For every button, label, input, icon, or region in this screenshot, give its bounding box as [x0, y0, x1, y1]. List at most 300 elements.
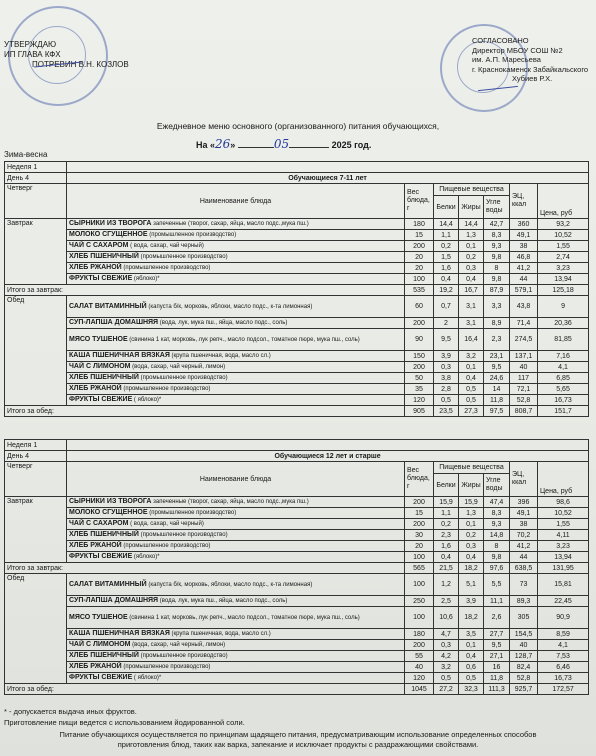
total-carbs: 111,3 — [488, 685, 505, 693]
dish-energy: 73 — [519, 581, 528, 588]
col-nutrients-header: Пищевые вещества — [439, 186, 504, 194]
dish-ingredients: запеченные (творог, сахар, яйца, масло подс.,мука пш.) — [151, 221, 309, 227]
dish-energy: 71,4 — [516, 319, 531, 327]
dish-name: ХЛЕБ РЖАНОЙ — [69, 542, 122, 549]
breakfast-total-row — [5, 563, 589, 574]
dish-ingredients: (вода, сахар, чай черный, лимон) — [130, 364, 226, 370]
col-price-header: Цена, руб — [540, 210, 573, 217]
dish-ingredients: (крупа пшеничная, вода, масло сл.) — [169, 631, 271, 637]
weekday-label: Четверг — [7, 463, 33, 470]
dish-energy: 38 — [519, 520, 528, 528]
dish-carbs: 8,3 — [491, 231, 502, 239]
dish-carbs: 9,8 — [491, 553, 502, 561]
dish-energy: 128,7 — [514, 652, 533, 660]
dish-carbs: 8,3 — [491, 509, 502, 517]
col-nutrients-header: Пищевые вещества — [439, 464, 504, 472]
day-label: День 4 — [7, 452, 29, 460]
total-carbs: 97,5 — [489, 407, 504, 415]
dish-carbs: 8 — [494, 264, 499, 272]
dish-price: 13,94 — [554, 553, 572, 561]
dish-weight: 200 — [413, 242, 425, 250]
dish-fat: 1,3 — [466, 231, 476, 239]
dish-energy: 38 — [519, 242, 528, 250]
dish-name: КАША ПШЕНИЧНАЯ ВЯЗКАЯ — [69, 352, 170, 359]
dish-name: СЫРНИКИ ИЗ ТВОРОГА — [69, 498, 152, 505]
footnote-salt: Приготовление пищи ведется с использованием йодированной соли. — [4, 718, 245, 727]
total-protein: 21,5 — [439, 564, 453, 572]
breakfast-label: Завтрак — [7, 220, 33, 227]
dish-carbs: 9,5 — [491, 641, 502, 649]
dish-fat: 0,6 — [466, 663, 476, 671]
lunch-total-row-label: Итого за обед: — [7, 685, 54, 693]
dish-price: 16,73 — [554, 396, 572, 404]
dish-protein: 3,9 — [441, 352, 451, 360]
dish-energy: 52,8 — [516, 396, 531, 404]
dish-energy: 44 — [519, 275, 528, 283]
breakfast-dish-row — [5, 241, 589, 252]
dish-weight: 20 — [415, 542, 423, 550]
dish-price: 1,55 — [556, 242, 570, 250]
breakfast-dish-row — [5, 252, 589, 263]
dish-weight: 120 — [413, 674, 425, 682]
agree-block — [472, 36, 588, 84]
dish-weight: 200 — [413, 520, 425, 528]
dish-name: МОЛОКО СГУЩЕННОЕ — [69, 231, 148, 238]
total-energy: 638,5 — [514, 564, 533, 572]
dish-weight: 180 — [413, 220, 425, 228]
col-protein-header: Белки — [436, 203, 456, 211]
col-weight-header: Вес блюда, г — [407, 467, 430, 490]
dish-fat: 3,5 — [466, 630, 476, 638]
dish-energy: 396 — [517, 498, 530, 506]
age-group-title: Обучающиеся 12 лет и старше — [274, 452, 381, 460]
dish-fat: 0,2 — [466, 531, 476, 539]
dish-energy: 43,8 — [516, 303, 531, 310]
total-weight: 535 — [413, 286, 425, 294]
dish-ingredients: ( яблоко)* — [132, 397, 162, 403]
dish-carbs: 9,5 — [491, 363, 502, 371]
lunch-dish-row — [5, 384, 589, 395]
total-weight: 905 — [413, 407, 425, 415]
lunch-dish-row — [5, 662, 589, 673]
col-name-header: Наименование блюда — [199, 197, 272, 205]
col-carbs-header: Угле воды — [486, 199, 503, 215]
dish-energy: 89,3 — [516, 597, 531, 605]
dish-ingredients: (яблоко)* — [132, 554, 160, 560]
dish-fat: 0,5 — [466, 674, 476, 682]
total-protein: 27,2 — [439, 685, 453, 693]
lunch-total-row — [5, 684, 589, 695]
dish-energy: 72,1 — [516, 385, 531, 393]
dish-weight: 120 — [413, 396, 425, 404]
dish-weight: 55 — [415, 652, 423, 660]
dish-protein: 0,3 — [441, 363, 451, 371]
lunch-dish-row — [5, 395, 589, 406]
dish-carbs: 42,7 — [489, 220, 504, 228]
dish-weight: 60 — [415, 303, 423, 310]
dish-name: ЧАЙ С ЛИМОНОМ — [69, 363, 131, 370]
dish-carbs: 9,3 — [491, 242, 502, 250]
date-prefix: На « — [196, 140, 216, 150]
total-protein: 19,2 — [439, 286, 453, 294]
lunch-dish-row — [5, 373, 589, 384]
footnote-diet-2: приготовления блюд, таких как варка, запекание и исключает продукты с раздражающими свойствами. — [117, 740, 479, 749]
dish-weight: 100 — [413, 275, 425, 283]
dish-name: ХЛЕБ РЖАНОЙ — [69, 663, 122, 670]
dish-protein: 10,6 — [439, 614, 453, 621]
dish-protein: 1,6 — [441, 264, 451, 272]
dish-price: 16,73 — [554, 674, 572, 682]
dish-price: 10,52 — [554, 231, 572, 239]
dish-price: 6,46 — [556, 663, 570, 671]
dish-fat: 0,4 — [466, 275, 476, 283]
weekday-label: Четверг — [7, 185, 33, 192]
breakfast-total-row — [5, 285, 589, 296]
dish-fat: 3,2 — [466, 352, 476, 360]
lunch-dish-row — [5, 329, 589, 351]
date-day: 26 — [215, 137, 231, 151]
dish-weight: 200 — [413, 319, 425, 327]
breakfast-dish-row — [5, 230, 589, 241]
dish-name: ЧАЙ С ЛИМОНОМ — [69, 641, 131, 648]
dish-energy: 49,1 — [516, 231, 531, 239]
dish-ingredients: (промышленное производство) — [147, 232, 237, 238]
total-fat: 18,2 — [464, 564, 478, 572]
menu-date — [196, 137, 371, 151]
col-fat-header: Жиры — [461, 203, 481, 211]
total-protein: 23,5 — [439, 407, 453, 415]
dish-protein: 1,6 — [441, 542, 451, 550]
dish-protein: 1,2 — [441, 581, 451, 588]
dish-price: 1,55 — [556, 520, 570, 528]
dish-energy: 41,2 — [516, 542, 531, 550]
dish-weight: 150 — [413, 352, 425, 360]
dish-protein: 1,1 — [441, 509, 451, 517]
agree-city: г. Краснокаменск Забайкальского — [472, 64, 589, 74]
dish-carbs: 9,3 — [491, 520, 502, 528]
dish-weight: 250 — [413, 597, 425, 605]
total-price: 151,7 — [554, 407, 572, 415]
dish-price: 10,52 — [554, 509, 572, 517]
approve-name: ПОТРЕВИН В.Н. КОЗЛОВ — [32, 60, 129, 69]
dish-name: ХЛЕБ ПШЕНИЧНЫЙ — [69, 253, 139, 260]
dish-name: ФРУКТЫ СВЕЖИЕ — [69, 553, 133, 560]
lunch-dish-row — [5, 607, 589, 629]
dish-ingredients: (яблоко)* — [132, 276, 160, 282]
dish-ingredients: (свинина 1 кат, морковь, лук репч., масло подсол., томатное пюре, мука пш., соль) — [127, 614, 360, 621]
dish-protein: 2,3 — [441, 531, 451, 539]
dish-energy: 49,1 — [516, 509, 531, 517]
lunch-dish-row — [5, 296, 589, 318]
week-label: Неделя 1 — [7, 163, 38, 171]
approve-role: ИП ГЛАВА КФХ — [4, 50, 61, 59]
lunch-dish-row — [5, 596, 589, 607]
day-row — [5, 173, 589, 184]
breakfast-total-row-label: Итого за завтрак: — [7, 286, 64, 294]
dish-fat: 3,9 — [466, 597, 476, 605]
dish-name: ЧАЙ С САХАРОМ — [69, 520, 129, 527]
col-energy-header: ЭЦ, ккал — [512, 193, 527, 208]
total-weight: 565 — [413, 564, 425, 572]
dish-name: МЯСО ТУШЕНОЕ — [69, 613, 128, 621]
dish-carbs: 16 — [492, 663, 501, 671]
dish-carbs: 3,3 — [491, 303, 502, 310]
col-fat-header: Жиры — [461, 481, 481, 489]
dish-carbs: 9,8 — [491, 253, 502, 261]
dish-carbs: 24,6 — [489, 374, 504, 382]
dish-fat: 16,4 — [464, 336, 478, 343]
dish-energy: 154,5 — [514, 630, 533, 638]
dish-name: МЯСО ТУШЕНОЕ — [69, 335, 128, 343]
dish-carbs: 8,9 — [491, 319, 502, 327]
dish-weight: 200 — [413, 363, 425, 371]
dish-name: САЛАТ ВИТАМИННЫЙ — [69, 580, 147, 588]
dish-price: 5,65 — [556, 385, 570, 393]
dish-weight: 20 — [415, 264, 423, 272]
dish-name: ХЛЕБ РЖАНОЙ — [69, 264, 122, 271]
breakfast-dish-row — [5, 541, 589, 552]
dish-protein: 3,2 — [441, 663, 451, 671]
dish-name: ФРУКТЫ СВЕЖИЕ — [69, 396, 133, 403]
dish-weight: 100 — [413, 581, 425, 588]
dish-protein: 15,9 — [439, 498, 453, 506]
dish-name: СЫРНИКИ ИЗ ТВОРОГА — [69, 220, 152, 227]
dish-carbs: 27,1 — [489, 652, 504, 660]
dish-protein: 3,8 — [441, 374, 451, 382]
dish-ingredients: (капуста б/к, морковь, яблоки, масло подс., к-та лимонная) — [146, 303, 313, 310]
dish-ingredients: (крупа пшеничная, вода, масло сл.) — [169, 353, 271, 359]
dish-energy: 82,4 — [516, 663, 531, 671]
col-name-header: Наименование блюда — [199, 475, 272, 483]
breakfast-dish-row — [5, 263, 589, 274]
lunch-dish-row — [5, 651, 589, 662]
dish-price: 8,59 — [556, 630, 570, 638]
dish-price: 7,16 — [556, 352, 570, 360]
dish-energy: 52,8 — [516, 674, 531, 682]
dish-name: ХЛЕБ РЖАНОЙ — [69, 385, 122, 392]
date-mid: » — [230, 140, 236, 150]
header-row-1 — [5, 184, 589, 196]
dish-energy: 274,5 — [514, 336, 533, 343]
total-fat: 27,3 — [464, 407, 478, 415]
dish-weight: 40 — [415, 663, 423, 671]
dish-name: ХЛЕБ ПШЕНИЧНЫЙ — [69, 531, 139, 538]
dish-ingredients: (промышленное производство) — [121, 543, 211, 549]
dish-carbs: 14,8 — [489, 531, 504, 539]
dish-fat: 0,5 — [466, 396, 476, 404]
agree-where: им. А.П. Маресьева — [472, 55, 541, 64]
dish-ingredients: (капуста б/к, морковь, яблоки, масло подс., к-та лимонная) — [146, 581, 313, 588]
breakfast-dish-row — [5, 530, 589, 541]
dish-fat: 5,1 — [466, 581, 476, 588]
total-energy: 579,1 — [514, 286, 533, 294]
dish-energy: 40 — [519, 363, 528, 371]
age-group-title: Обучающиеся 7-11 лет — [288, 174, 367, 182]
dish-name: СУП-ЛАПША ДОМАШНЯЯ — [69, 597, 159, 604]
approve-title: УТВЕРЖДАЮ — [4, 40, 57, 49]
dish-energy: 41,2 — [516, 264, 531, 272]
dish-weight: 200 — [413, 641, 425, 649]
dish-protein: 0,7 — [441, 303, 451, 310]
dish-protein: 0,3 — [441, 641, 451, 649]
dish-fat: 0,1 — [466, 242, 476, 250]
lunch-dish-row — [5, 351, 589, 362]
dish-weight: 100 — [413, 553, 425, 561]
dish-protein: 2 — [444, 319, 448, 327]
col-price-header: Цена, руб — [540, 488, 573, 495]
dish-fat: 15,9 — [464, 498, 478, 506]
dish-fat: 3,1 — [466, 303, 476, 310]
week-label: Неделя 1 — [7, 441, 38, 449]
col-carbs-header: Угле воды — [486, 477, 503, 493]
breakfast-total-row-label: Итого за завтрак: — [7, 564, 64, 572]
dish-price: 20,36 — [554, 319, 572, 327]
dish-weight: 100 — [413, 614, 425, 621]
dish-ingredients: (промышленное производство) — [138, 532, 228, 538]
dish-weight: 180 — [413, 630, 425, 638]
dish-protein: 14,4 — [439, 220, 453, 228]
dish-name: КАША ПШЕНИЧНАЯ ВЯЗКАЯ — [69, 630, 170, 637]
date-year: 2025 год. — [331, 140, 372, 150]
dish-price: 2,74 — [556, 253, 570, 261]
day-row — [5, 451, 589, 462]
lunch-dish-row — [5, 640, 589, 651]
dish-protein: 0,5 — [441, 674, 451, 682]
lunch-dish-row — [5, 362, 589, 373]
breakfast-dish-row — [5, 552, 589, 563]
dish-protein: 4,2 — [441, 652, 451, 660]
dish-energy: 46,8 — [516, 253, 531, 261]
dish-fat: 0,1 — [466, 641, 476, 649]
lunch-dish-row — [5, 629, 589, 640]
footnote-diet-1: Питание обучающихся осуществляется по принципам щадящего питания, предусматривающим использование определенных способов — [59, 730, 537, 739]
dish-price: 15,81 — [554, 581, 572, 588]
total-fat: 32,3 — [464, 685, 478, 693]
dish-name: ЧАЙ С САХАРОМ — [69, 242, 129, 249]
dish-protein: 2,5 — [441, 597, 451, 605]
dish-fat: 0,4 — [466, 553, 476, 561]
col-protein-header: Белки — [436, 481, 456, 489]
dish-carbs: 2,3 — [491, 336, 502, 343]
total-carbs: 97,6 — [489, 564, 504, 572]
dish-weight: 200 — [413, 498, 425, 506]
dish-carbs: 2,6 — [491, 614, 502, 621]
dish-weight: 50 — [415, 374, 423, 382]
dish-energy: 117 — [517, 374, 530, 382]
dish-name: САЛАТ ВИТАМИННЫЙ — [69, 302, 147, 310]
dish-carbs: 23,1 — [489, 352, 504, 360]
dish-energy: 44 — [519, 553, 528, 561]
dish-carbs: 11,1 — [489, 597, 504, 605]
dish-fat: 0,3 — [466, 264, 476, 272]
total-weight: 1045 — [411, 685, 427, 693]
dish-ingredients: (вода, лук, мука пш., яйца, масло подс., соль) — [158, 320, 288, 326]
lunch-total-row — [5, 406, 589, 417]
dish-energy: 305 — [517, 614, 530, 621]
dish-price: 90,9 — [556, 614, 570, 621]
dish-fat: 0,1 — [466, 363, 476, 371]
dish-name: СУП-ЛАПША ДОМАШНЯЯ — [69, 319, 159, 326]
total-fat: 16,7 — [464, 286, 478, 294]
dish-price: 22,45 — [554, 597, 572, 605]
lunch-label: Обед — [7, 575, 25, 582]
dish-price: 7,53 — [556, 652, 570, 660]
lunch-dish-row — [5, 574, 589, 596]
agree-name: Хубиев Р.Х. — [512, 74, 553, 83]
dish-ingredients: (промышленное производство) — [138, 254, 228, 260]
breakfast-dish-row — [5, 274, 589, 285]
dish-price: 4,11 — [556, 531, 570, 539]
week-row — [5, 440, 589, 451]
dish-energy: 360 — [517, 220, 530, 228]
agree-role: Директор МБОУ СОШ №2 — [472, 45, 563, 55]
dish-fat: 0,2 — [466, 253, 476, 261]
dish-fat: 18,2 — [464, 614, 478, 621]
dish-protein: 1,1 — [441, 231, 451, 239]
dish-price: 13,94 — [554, 275, 572, 283]
dish-weight: 30 — [415, 531, 423, 539]
dish-price: 3,23 — [556, 264, 570, 272]
total-price: 131,95 — [552, 564, 574, 572]
date-month: 05 — [273, 137, 290, 151]
dish-protein: 0,2 — [441, 520, 451, 528]
dish-price: 93,2 — [556, 220, 570, 228]
total-price: 172,57 — [552, 685, 574, 693]
col-weight-header: Вес блюда, г — [407, 189, 430, 212]
dish-price: 3,23 — [556, 542, 570, 550]
header-row-1 — [5, 462, 589, 474]
dish-energy: 40 — [519, 641, 528, 649]
dish-fat: 1,3 — [466, 509, 476, 517]
menu-title: Ежедневное меню основного (организованного) питания обучающихся, — [156, 121, 440, 131]
breakfast-dish-row — [5, 519, 589, 530]
week-row — [5, 162, 589, 173]
lunch-label: Обед — [7, 297, 25, 304]
dish-protein: 0,5 — [441, 396, 451, 404]
total-carbs: 87,9 — [489, 286, 504, 294]
breakfast-dish-row — [5, 508, 589, 519]
dish-ingredients: (промышленное производство) — [121, 265, 211, 271]
dish-ingredients: запеченные (творог, сахар, яйца, масло подс.,мука пш.) — [151, 499, 309, 505]
dish-name: ФРУКТЫ СВЕЖИЕ — [69, 674, 133, 681]
dish-price: 4,1 — [558, 363, 568, 371]
dish-protein: 0,4 — [441, 553, 451, 561]
dish-carbs: 27,7 — [489, 630, 504, 638]
total-price: 125,18 — [552, 286, 574, 294]
dish-ingredients: (вода, лук, мука пш., яйца, масло подс., соль) — [158, 598, 288, 604]
dish-carbs: 14 — [492, 385, 501, 393]
dish-price: 81,85 — [554, 336, 572, 343]
breakfast-label: Завтрак — [7, 498, 33, 505]
breakfast-dish-row — [5, 219, 589, 230]
dish-ingredients: (промышленное производство) — [138, 653, 228, 659]
dish-name: МОЛОКО СГУЩЕННОЕ — [69, 509, 148, 516]
dish-energy: 70,2 — [516, 531, 531, 539]
dish-ingredients: (вода, сахар, чай черный, лимон) — [130, 642, 226, 648]
season-label: Зима-весна — [4, 150, 48, 159]
menu-table-12-plus — [4, 439, 589, 695]
lunch-dish-row — [5, 673, 589, 684]
dish-energy: 137,1 — [514, 352, 533, 360]
dish-carbs: 47,4 — [489, 498, 504, 506]
menu-table-7-11 — [4, 161, 589, 417]
dish-weight: 15 — [415, 231, 423, 239]
total-energy: 925,7 — [514, 685, 533, 693]
dish-ingredients: (промышленное производство) — [138, 375, 228, 381]
lunch-total-row-label: Итого за обед: — [7, 407, 54, 415]
dish-fat: 0,5 — [466, 385, 476, 393]
dish-protein: 0,4 — [441, 275, 451, 283]
